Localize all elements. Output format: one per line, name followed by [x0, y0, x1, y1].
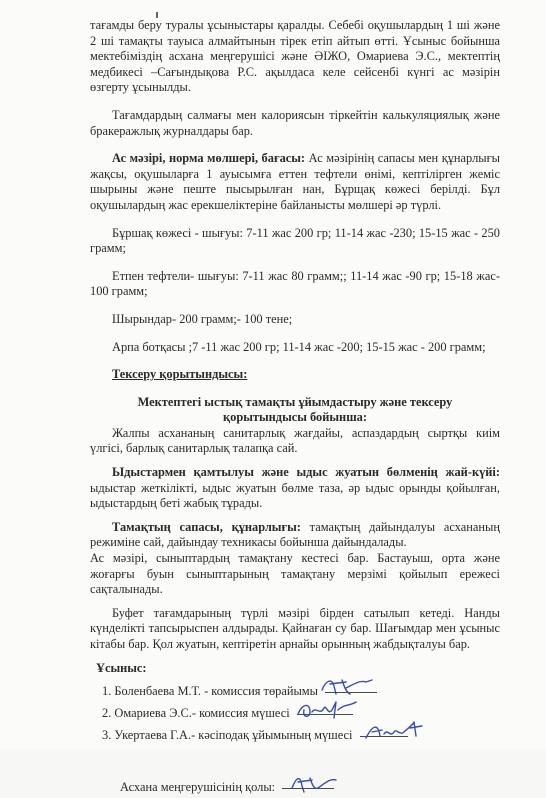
signer-row [90, 724, 500, 746]
signature-icon [362, 718, 426, 746]
signer-name: 2. Омариева Э.С.- комиссия мүшесі [102, 706, 290, 721]
signer-list [90, 680, 500, 746]
paragraph-sanitary: Жалпы асхананың санитарлық жағдайы, аспаздардың сыртқы киім үлгісі, барлық санитарлық талапқа сай. [90, 425, 500, 456]
heading-inspection-results: Тексеру қорытындысы: [112, 367, 248, 382]
scan-speck [156, 12, 158, 18]
paragraph-meatballs: Етпен тефтели- шығуы: 7-11 жас 80 грамм;; 11-14 жас -90 гр; 15-18 жас- 100 грамм; [90, 268, 500, 299]
food-quality-label: Тамақтың сапасы, құнарлығы: [112, 519, 301, 534]
signature-icon [286, 770, 342, 798]
paragraph-pea-soup: Бұршақ көжесі - шығуы: 7-11 жас 200 гр; 11-14 жас -230; 15-15 жас - 250 грамм; [90, 225, 500, 256]
dishes-text: ыдыстар жеткілікті, ыдыс жуатын бөлме таза, әр ыдыс орынды қойылған, ыдыстардың беті жабық тұрады. [90, 480, 500, 511]
paragraph-barley: Арпа ботқасы ;7 -11 жас 200 гр; 11-14 жас -200; 15-15 жас - 200 грамм; [112, 339, 486, 354]
paragraph-meal-proposal: тағамды беру туралы ұсыныстары қаралды. Себебі оқушылардың 1 ші және 2 ші тамақты тауыса алмайтынын тірек етіп айтып өтті. Ұсыныс бойынша мектебіміздің асхана меңгерушісі және ӘІЖО, Омариева Э.С., мектептің медбикесі –Сағындықова Р.С. ақылдаса келе сейсенбі күнгі ас мәзірін өзгерту ұсынылды. [90, 18, 500, 95]
paragraph-dishes [90, 465, 500, 512]
paragraph-schedule: Ас мәзірі, сыныптардың тамақтану кестесі бар. Бастауыш, орта және жоғарғы буын сыныптарының тамақтану мерзімі қойылып ережесі сақталынады. [90, 551, 500, 597]
heading-hot-meal-text: Мектептегі ыстық тамақты ұйымдастыру және тексеру қорытындысы бойынша: [137, 394, 453, 425]
signer-name: 1. Боленбаева М.Т. - комиссия төрайымы [102, 684, 318, 699]
food-quality-text: тамақтың дайындалуы асхананың режиміне сай, дайындау техникасы бойынша дайындалады. [90, 519, 500, 550]
proposal-label [90, 661, 500, 677]
menu-norms-label: Ас мәзірі, норма мөлшері, бағасы: [112, 151, 306, 166]
heading-hot-meal [90, 395, 500, 426]
proposal-label-text: Ұсыныс: [96, 660, 147, 675]
dishes-label: Ыдыстармен қамтылуы және ыдыс жуатын бөлменің жай-күйі: [112, 465, 500, 480]
paragraph-menu-norms [90, 151, 500, 213]
paragraph-buffet: Буфет тағамдарының түрлі мәзірі бірден сатылып кетеді. Нанды күнделікті тапсырыспен алдырады. Қайнаған су бар. Шағымдар мен ұсыныс кітабы бар. Қол жуатын, кептіретін арнайы орынның жабдықталуы бар. [90, 605, 500, 651]
signer-row [90, 702, 500, 724]
paragraph-food-quality [90, 520, 500, 551]
canteen-manager-signature [90, 780, 500, 796]
paragraph-journals: Тағамдардың салмағы мен калориясын тіркейтін калькуляциялық және бракеражлық журналдары бар. [90, 107, 500, 138]
canteen-manager-label: Асхана меңгерушісінің қолы: [120, 780, 276, 795]
signer-name: 3. Укертаева Г.А.- кәсіподақ ұйымының мүшесі [102, 728, 353, 743]
paragraph-juices: Шырындар- 200 грамм;- 100 тене; [112, 311, 293, 326]
menu-norms-text: Ас мәзірінің сапасы мен құнарлығы жақсы, оқушыларға 1 ауысымға еттен тефтели өнімі, кептілірген жеміс шырыны және пеште пысырылған нан, Бұрщақ көжесі берілді. Бұл оқушылардың жас ерекшеліктеріне байланысты мөлшері әр түрлі. [90, 151, 500, 212]
signature-icon [294, 696, 364, 724]
